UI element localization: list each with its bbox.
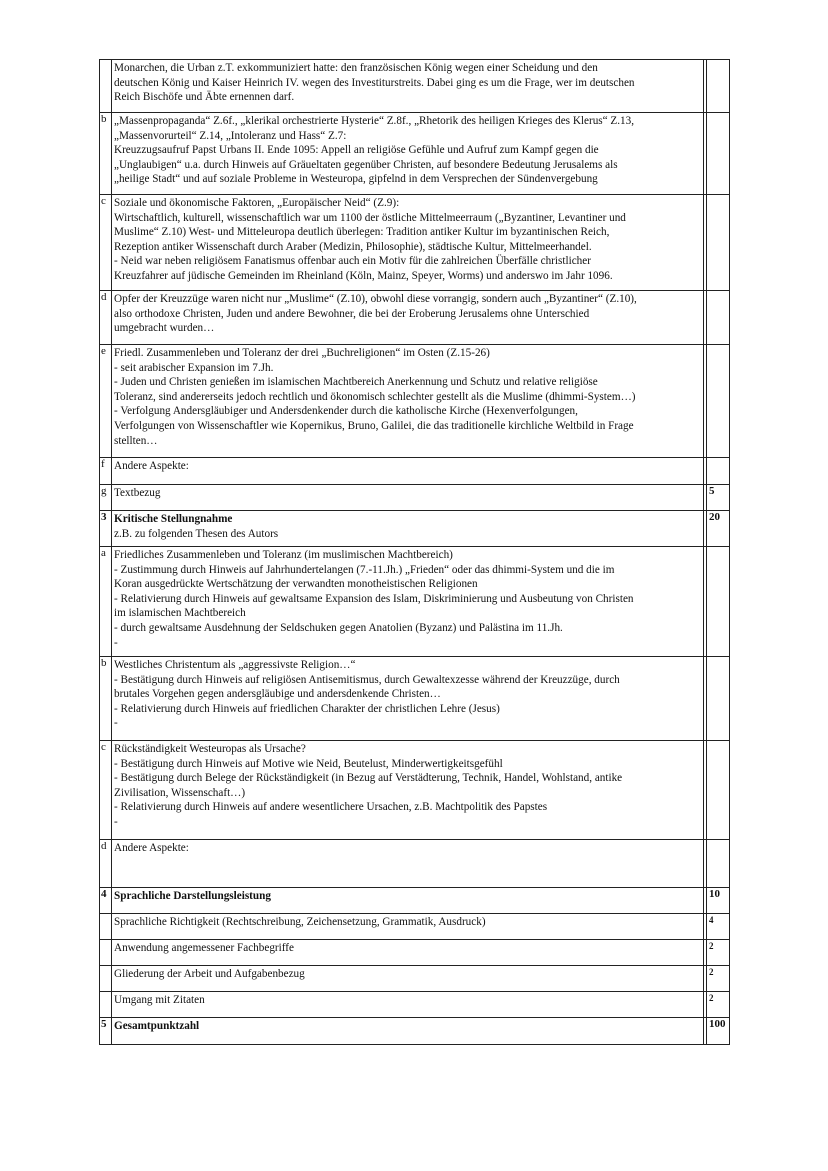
row-text — [112, 291, 704, 345]
table-row — [100, 966, 730, 992]
points-cell — [707, 291, 730, 345]
text-line: Friedliches Zusammenleben und Toleranz (im muslimischen Machtbereich) — [114, 549, 453, 561]
text-line: „Unglaubigen“ u.a. durch Hinweis auf Gräueltaten gegenüber Christen, auf besondere Bedeutung Jerusalems als — [114, 158, 618, 171]
table-row — [100, 657, 730, 741]
table-row — [100, 914, 730, 940]
text-line: - — [114, 717, 118, 730]
points-cell — [707, 547, 730, 657]
row-label: d — [100, 840, 112, 888]
text-line: Zivilisation, Wissenschaft…) — [114, 786, 246, 799]
points-cell — [707, 60, 730, 113]
text-line: „Massenvorurteil“ Z.14, „Intoleranz und Hass“ Z.7: — [114, 129, 347, 142]
row-text — [112, 840, 704, 888]
table-row — [100, 113, 730, 195]
text-line: - Bestätigung durch Belege der Rückständigkeit (in Bezug auf Verstädterung, Technik, Handel, Wohlstand, antike — [114, 772, 623, 785]
text-line: - Zustimmung durch Hinweis auf Jahrhundertelangen (7.-11.Jh.) „Frieden“ oder das dhimmi-System und die im — [114, 563, 615, 576]
text-line: - Relativierung durch Hinweis auf friedlichen Charakter der christlichen Lehre (Jesus) — [114, 702, 500, 715]
row-text — [112, 458, 704, 485]
row-text — [112, 888, 704, 914]
table-row — [100, 485, 730, 511]
text-line: stellten… — [114, 434, 158, 447]
row-text — [112, 966, 704, 992]
text-line: Sprachliche Richtigkeit (Rechtschreibung, Zeichensetzung, Grammatik, Ausdruck) — [114, 916, 486, 928]
text-line: Koran ausgedrückte Wertschätzung der verwandten monotheistischen Religionen — [114, 578, 478, 591]
table-row — [100, 940, 730, 966]
text-line: Verfolgungen von Wissenschaftler wie Kopernikus, Bruno, Galilei, die das traditionelle kirchliche Weltbild in Frage — [114, 419, 634, 432]
row-text — [112, 195, 704, 291]
table-row — [100, 547, 730, 657]
text-line: - Juden und Christen genießen im islamischen Machtbereich Anerkennung und Schutz und relative religiöse — [114, 376, 598, 389]
table-row — [100, 345, 730, 458]
table-row — [100, 458, 730, 485]
row-label: 3 — [100, 511, 112, 547]
row-label: a — [100, 547, 112, 657]
text-line: Westliches Christentum als „aggressivste Religion…“ — [114, 659, 356, 671]
row-text — [112, 345, 704, 458]
points-cell: 100 — [707, 1018, 730, 1045]
text-line: Toleranz, sind andererseits jedoch rechtlich und ökonomisch schlechter gestellt als die Muslime (dhimmi-System…) — [114, 390, 636, 403]
row-text — [112, 511, 704, 547]
text-line: Kritische Stellungnahme — [114, 513, 233, 525]
row-text — [112, 914, 704, 940]
table-row — [100, 888, 730, 914]
row-text — [112, 547, 704, 657]
row-label: b — [100, 657, 112, 741]
row-text — [112, 60, 704, 113]
row-text — [112, 485, 704, 511]
text-line: Kreuzzugsaufruf Papst Urbans II. Ende 1095: Appell an religiöse Gefühle und Aufruf zum Kampf gegen die — [114, 144, 599, 157]
table-row — [100, 741, 730, 840]
text-line: - Relativierung durch Hinweis auf gewaltsame Expansion des Islam, Diskriminierung und Ausbeutung von Christen — [114, 592, 634, 605]
points-cell — [707, 458, 730, 485]
row-label: f — [100, 458, 112, 485]
text-line: Rezeption antiker Wissenschaft durch Araber (Medizin, Philosophie), städtische Kultur, Mittelmeerhandel. — [114, 240, 592, 253]
row-text — [112, 657, 704, 741]
points-cell: 20 — [707, 511, 730, 547]
row-text — [112, 1018, 704, 1045]
text-line: Monarchen, die Urban z.T. exkommuniziert hatte: den französischen König wegen einer Scheidung und den — [114, 62, 598, 74]
text-line: - seit arabischer Expansion im 7.Jh. — [114, 361, 274, 374]
points-cell — [707, 840, 730, 888]
row-text — [112, 113, 704, 195]
points-cell: 5 — [707, 485, 730, 511]
text-line: - Neid war neben religiösem Fanatismus offenbar auch ein Motiv für die zahlreichen Überfälle christlicher — [114, 255, 591, 268]
table-row — [100, 840, 730, 888]
row-label: 4 — [100, 888, 112, 914]
row-label: c — [100, 195, 112, 291]
row-label: c — [100, 741, 112, 840]
row-label: e — [100, 345, 112, 458]
points-cell — [707, 345, 730, 458]
text-line: - Verfolgung Andersgläubiger und Andersdenkender durch die katholische Kirche (Hexenverfolgungen, — [114, 405, 578, 418]
row-label: b — [100, 113, 112, 195]
text-line: - Bestätigung durch Hinweis auf religiösen Antisemitismus, durch Gewaltexzesse während der Kreuzzüge, durch — [114, 673, 620, 686]
table-row — [100, 992, 730, 1018]
text-line: Sprachliche Darstellungsleistung — [114, 890, 271, 902]
text-line: brutales Vorgehen gegen andersgläubige und andersdenkende Christen… — [114, 688, 441, 701]
text-line: Textbezug — [114, 487, 161, 499]
row-text — [112, 992, 704, 1018]
table-row — [100, 195, 730, 291]
row-label — [100, 60, 112, 113]
text-line: Gesamtpunktzahl — [114, 1020, 200, 1032]
row-text — [112, 940, 704, 966]
text-line: - — [114, 636, 118, 649]
text-line: umgebracht wurden… — [114, 322, 215, 335]
row-label: 5 — [100, 1018, 112, 1045]
row-label — [100, 914, 112, 940]
text-line: - — [114, 815, 118, 828]
table-row — [100, 1018, 730, 1045]
points-cell — [707, 741, 730, 840]
text-line: Rückständigkeit Westeuropas als Ursache? — [114, 743, 306, 755]
text-line: - Relativierung durch Hinweis auf andere wesentlichere Ursachen, z.B. Machtpolitik des Papstes — [114, 801, 548, 814]
text-line: Umgang mit Zitaten — [114, 994, 205, 1006]
row-label: d — [100, 291, 112, 345]
table-row — [100, 291, 730, 345]
evaluation-table-body — [100, 60, 730, 1045]
table-row — [100, 511, 730, 547]
text-line: Anwendung angemessener Fachbegriffe — [114, 942, 294, 954]
text-line: z.B. zu folgenden Thesen des Autors — [114, 527, 279, 540]
points-cell — [707, 113, 730, 195]
text-line: „Massenpropaganda“ Z.6f., „klerikal orchestrierte Hysterie“ Z.8f., „Rhetorik des heiligen Krieges des Klerus“ Z.13, — [114, 115, 635, 127]
table-row — [100, 60, 730, 113]
row-label: g — [100, 485, 112, 511]
text-line: Andere Aspekte: — [114, 842, 189, 854]
text-line: also orthodoxe Christen, Juden und andere Bewohner, die bei der Eroberung Jerusalems ohne Unterschied — [114, 307, 590, 320]
text-line: Soziale und ökonomische Faktoren, „Europäischer Neid“ (Z.9): — [114, 197, 400, 209]
text-line: deutschen König und Kaiser Heinrich IV. wegen des Investiturstreits. Dabei ging es um die Frage, wer im deutschen — [114, 76, 635, 89]
text-line: Muslime“ Z.10) West- und Mitteleuropa deutlich überlegen: Tradition antiker Kultur im byzantinischen Reich, — [114, 226, 610, 239]
row-label — [100, 992, 112, 1018]
text-line: Andere Aspekte: — [114, 460, 189, 472]
text-line: Reich Bischöfe und Äbte ernennen darf. — [114, 91, 295, 104]
points-cell — [707, 657, 730, 741]
points-cell: 2 — [707, 940, 730, 966]
points-cell — [707, 195, 730, 291]
text-line: Friedl. Zusammenleben und Toleranz der drei „Buchreligionen“ im Osten (Z.15-26) — [114, 347, 490, 359]
row-text — [112, 741, 704, 840]
text-line: Kreuzfahrer auf jüdische Gemeinden im Rheinland (Köln, Mainz, Speyer, Worms) und anderswo im Jahr 1096. — [114, 269, 613, 282]
text-line: Gliederung der Arbeit und Aufgabenbezug — [114, 968, 305, 980]
text-line: Opfer der Kreuzzüge waren nicht nur „Muslime“ (Z.10), obwohl diese vorrangig, sondern auch „Byzantiner“ (Z.10), — [114, 293, 637, 305]
text-line: „heilige Stadt“ und auf soziale Probleme in Westeuropa, gipfelnd in dem Versprechen der Sündenvergebung — [114, 173, 598, 186]
row-label — [100, 966, 112, 992]
points-cell: 2 — [707, 966, 730, 992]
text-line: Wirtschaftlich, kulturell, wissenschaftlich war um 1100 der östliche Mittelmeerraum („Byzantiner, Levantiner und — [114, 211, 626, 224]
row-label — [100, 940, 112, 966]
points-cell: 4 — [707, 914, 730, 940]
points-cell: 10 — [707, 888, 730, 914]
text-line: im islamischen Machtbereich — [114, 607, 246, 620]
evaluation-table — [99, 59, 730, 1045]
points-cell: 2 — [707, 992, 730, 1018]
text-line: - Bestätigung durch Hinweis auf Motive wie Neid, Beutelust, Minderwertigkeitsgefühl — [114, 757, 503, 770]
text-line: - durch gewaltsame Ausdehnung der Seldschuken gegen Anatolien (Byzanz) und Palästina im 11.Jh. — [114, 621, 563, 634]
